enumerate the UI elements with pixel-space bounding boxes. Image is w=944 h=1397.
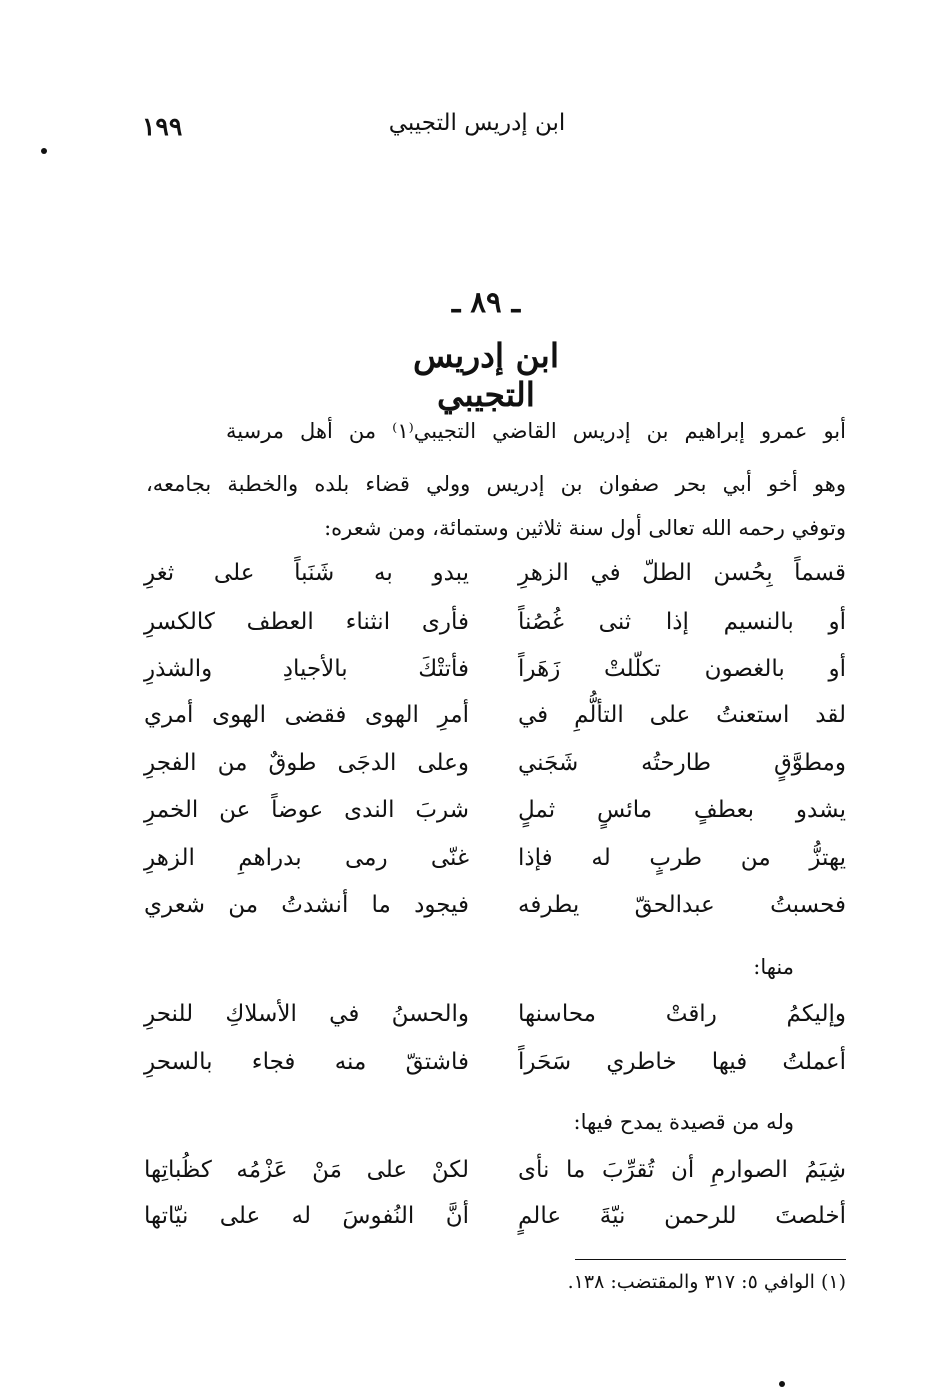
verse-first-hemistich: فحسبتُ عبدالحقّ يطرفه [518, 892, 846, 918]
verse-second-hemistich: فأرى انثناء العطف كالكسرِ [144, 609, 469, 635]
verse-first-hemistich: ومطوَّقٍ طارحتُه شَجَني [518, 750, 846, 776]
verse-second-hemistich: والحسنُ في الأسلاكِ للنحرِ [144, 1001, 469, 1027]
footnote: (١) الوافي ٥: ٣١٧ والمقتضب: ١٣٨. [567, 1271, 846, 1293]
biography-line: أبو عمرو إبراهيم بن إدريس القاضي التجيبي⁽١⁾ من أهل مرسية [226, 419, 846, 443]
verse-first-hemistich: قسماً بِحُسن الطلّ في الزهرِ [518, 560, 846, 586]
verse-first-hemistich: وإليكمُ راقتْ محاسنها [518, 1001, 846, 1027]
verse-second-hemistich: لكنْ على مَنْ عَزْمُه كظُباتِها [144, 1157, 469, 1183]
biography-line: وهو أخو أبي بحر صفوان بن إدريس وولي قضاء بلده والخطبة بجامعه، [146, 472, 846, 496]
footnote-divider [575, 1259, 846, 1260]
verse-second-hemistich: أنَّ النُفوسَ له على نيّاتها [144, 1203, 469, 1229]
verse-second-hemistich: فاشتقّ منه فجاء بالسحرِ [144, 1049, 469, 1075]
verse-second-hemistich: وعلى الدجَى طوقٌ من الفجرِ [144, 750, 469, 776]
verse-second-hemistich: غنّى رمى بدراهمِ الزهرِ [144, 845, 469, 871]
verse-first-hemistich: أو بالنسيم إذا ثنى غُصُناً [518, 609, 846, 635]
ink-speck [41, 148, 47, 154]
running-header-title: ابن إدريس التجيبي [388, 110, 566, 136]
biography-line: وتوفي رحمه الله تعالى أول سنة ثلاثين وستمائة، ومن شعره: [324, 516, 846, 540]
section-intro: منها: [753, 955, 794, 979]
entry-number: ـ ٨٩ ـ [451, 285, 521, 319]
section-intro: وله من قصيدة يمدح فيها: [573, 1110, 794, 1134]
verse-second-hemistich: يبدو به شَنَباً على ثغرِ [144, 560, 469, 586]
verse-first-hemistich: شِيَمُ الصوارمِ أن تُقرِّبَ ما نأى [518, 1157, 846, 1183]
verse-first-hemistich: أعملتُ فيها خاطري سَحَراً [518, 1049, 846, 1075]
verse-second-hemistich: فيجود ما أنشدتُ من شعري [144, 892, 469, 918]
verse-second-hemistich: فأتتْكَ بالأجيادِ والشذرِ [144, 656, 469, 682]
verse-first-hemistich: أخلصتَ للرحمن نيّةَ عالمٍ [518, 1203, 846, 1229]
verse-second-hemistich: شربَ الندى عوضاً عن الخمرِ [144, 797, 469, 823]
verse-first-hemistich: لقد استعنتُ على التألُّمِ في [518, 702, 846, 728]
verse-first-hemistich: يشدو بعطفٍ مائسٍ ثملٍ [518, 797, 846, 823]
entry-title: ابن إدريس التجيبي [412, 336, 560, 414]
ink-speck [779, 1381, 785, 1387]
verse-first-hemistich: يهتزُّ من طربٍ له فإذا [518, 845, 846, 871]
verse-second-hemistich: أمرِ الهوى فقضى الهوى أمري [144, 702, 469, 728]
page-number: ١٩٩ [142, 112, 183, 141]
verse-first-hemistich: أو بالغصون تكلّلتْ زَهَراً [518, 656, 846, 682]
